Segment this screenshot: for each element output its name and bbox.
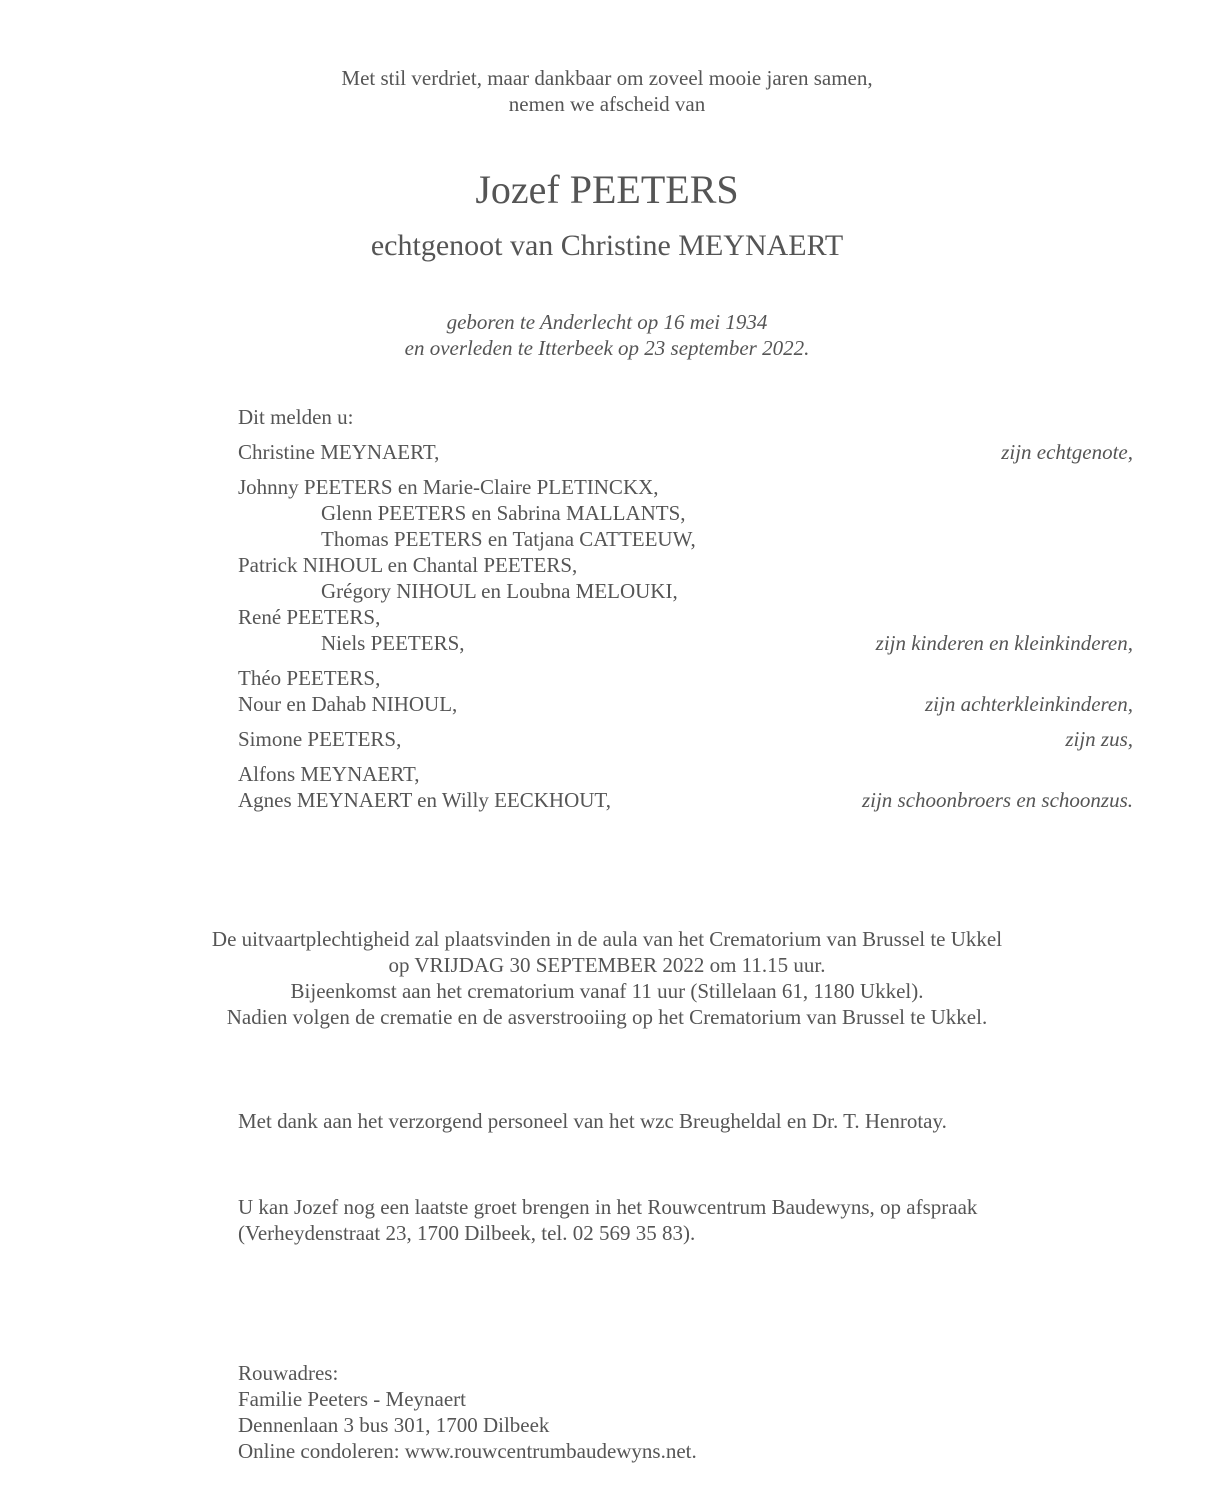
child-line: René PEETERS,: [238, 605, 381, 629]
grandchild-line: Glenn PEETERS en Sabrina MALLANTS,: [321, 501, 686, 525]
spouse-relation: zijn echtgenote,: [1001, 440, 1133, 464]
family-group-spouse: [238, 439, 1133, 465]
death-line: en overleden te Itterbeek op 23 september 2022.: [404, 336, 810, 360]
family-group-greatgrandchildren: [238, 665, 1133, 717]
greatgrandchild-line: Théo PEETERS,: [238, 666, 381, 690]
grandchild-line: Niels PEETERS,: [321, 631, 465, 655]
birth-line: geboren te Anderlecht op 16 mei 1934: [446, 310, 768, 334]
visit-line-2: (Verheydenstraat 23, 1700 Dilbeek, tel. 02 569 35 83).: [238, 1221, 696, 1245]
spouse-name: Christine MEYNAERT,: [238, 440, 440, 464]
thanks-text: Met dank aan het verzorgend personeel van het wzc Breugheldal en Dr. T. Henrotay.: [238, 1109, 947, 1133]
family-heading: Dit melden u:: [238, 405, 354, 429]
intro-line-2: nemen we afscheid van: [508, 92, 706, 116]
intro-line-1: Met stil verdriet, maar dankbaar om zoveel mooie jaren samen,: [341, 66, 873, 90]
deceased-name: Jozef PEETERS: [475, 167, 739, 212]
family-group-sister: [238, 726, 1133, 752]
children-relation: zijn kinderen en kleinkinderen,: [875, 631, 1133, 655]
family-group-children: [238, 474, 1133, 656]
family-group-inlaws: [238, 761, 1133, 813]
grandchild-line: Grégory NIHOUL en Loubna MELOUKI,: [321, 579, 678, 603]
spouse-line: echtgenoot van Christine MEYNAERT: [370, 229, 844, 262]
ceremony-line-4: Nadien volgen de crematie en de asverstrooiing op het Crematorium van Brussel te Ukkel.: [226, 1005, 988, 1029]
sister-name: Simone PEETERS,: [238, 727, 402, 751]
address-family: Familie Peeters - Meynaert: [238, 1387, 467, 1411]
ceremony-line-1: De uitvaartplechtigheid zal plaatsvinden in de aula van het Crematorium van Brussel te Ukkel: [211, 927, 1003, 951]
greatgrandchildren-relation: zijn achterkleinkinderen,: [925, 692, 1133, 716]
intro-text: [0, 65, 1214, 117]
inlaws-relation: zijn schoonbroers en schoonzus.: [861, 788, 1133, 812]
ceremony-line-2: op VRIJDAG 30 SEPTEMBER 2022 om 11.15 uur.: [388, 953, 826, 977]
family-list: [238, 404, 1133, 813]
ceremony-line-3: Bijeenkomst aan het crematorium vanaf 11 uur (Stillelaan 61, 1180 Ukkel).: [290, 979, 924, 1003]
child-line: Patrick NIHOUL en Chantal PEETERS,: [238, 553, 578, 577]
life-dates: [0, 309, 1214, 361]
address-online: Online condoleren: www.rouwcentrumbaudewyns.net.: [238, 1439, 697, 1463]
address-street: Dennenlaan 3 bus 301, 1700 Dilbeek: [238, 1413, 550, 1437]
inlaw-line: Alfons MEYNAERT,: [238, 762, 420, 786]
inlaw-line: Agnes MEYNAERT en Willy EECKHOUT,: [238, 788, 611, 812]
sister-relation: zijn zus,: [1065, 727, 1133, 751]
mourning-address: [238, 1360, 1138, 1464]
visit-info: [238, 1194, 1138, 1246]
child-line: Johnny PEETERS en Marie-Claire PLETINCKX,: [238, 475, 659, 499]
visit-line-1: U kan Jozef nog een laatste groet brengen in het Rouwcentrum Baudewyns, op afspraak: [238, 1195, 978, 1219]
address-label: Rouwadres:: [238, 1361, 339, 1385]
greatgrandchild-line: Nour en Dahab NIHOUL,: [238, 692, 458, 716]
ceremony-info: [0, 926, 1214, 1030]
grandchild-line: Thomas PEETERS en Tatjana CATTEEUW,: [321, 527, 696, 551]
